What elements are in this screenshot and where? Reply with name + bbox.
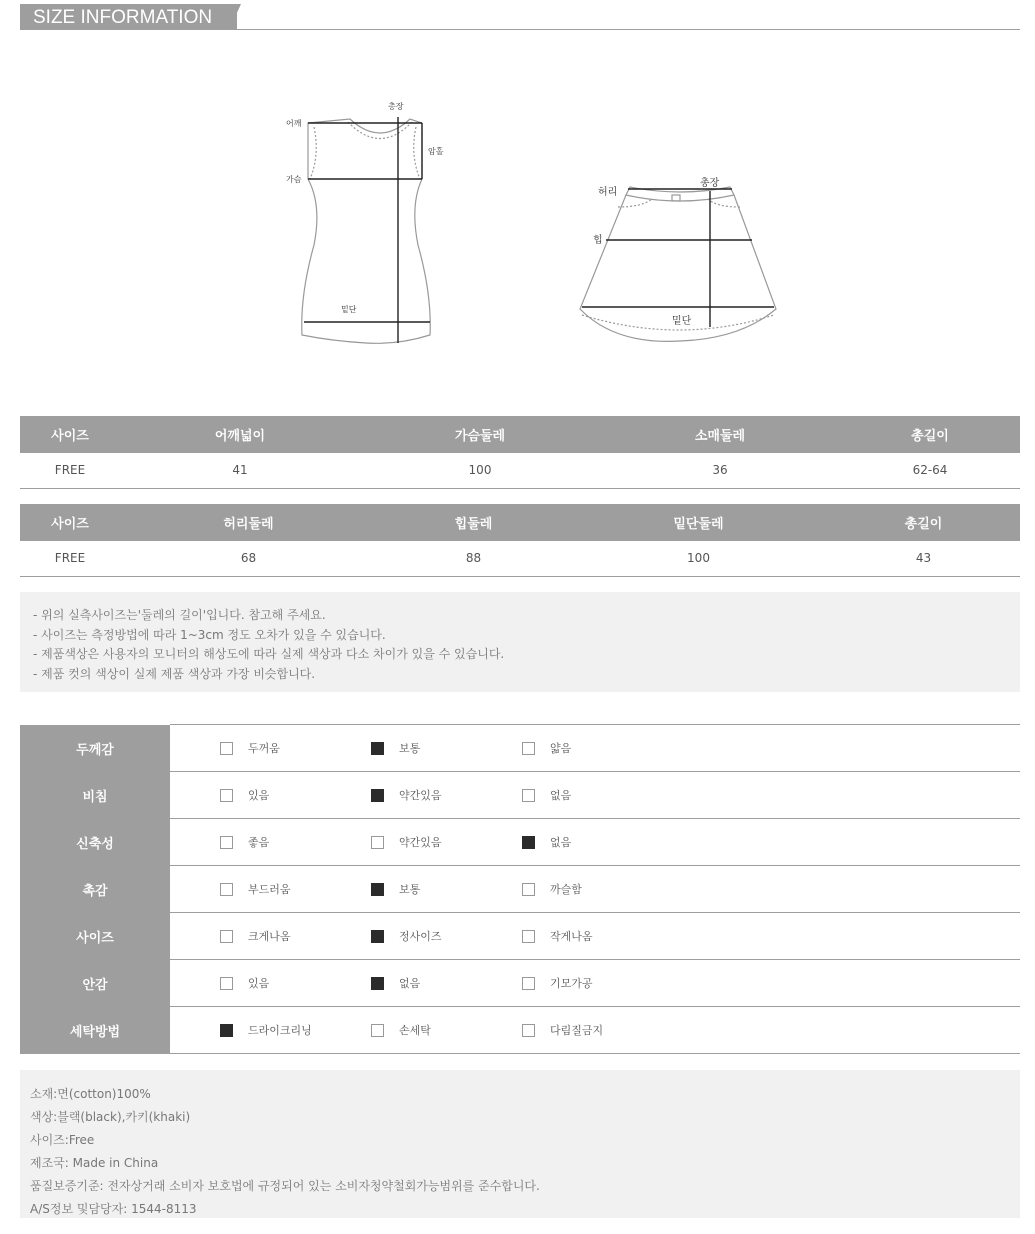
info-size: 사이즈:Free xyxy=(30,1133,95,1147)
unchecked-box-icon xyxy=(522,789,535,802)
property-options xyxy=(170,960,1020,1007)
top-label-hem: 밑단 xyxy=(341,305,357,314)
property-option-label: 보통 xyxy=(399,742,421,755)
property-row xyxy=(20,960,1020,1007)
size-value-cell: FREE xyxy=(20,453,120,488)
info-origin: 제조국: Made in China xyxy=(30,1156,159,1170)
property-option-label: 부드러움 xyxy=(248,883,291,896)
top-measure-lines xyxy=(304,117,430,343)
property-option-label: 손세탁 xyxy=(399,1024,431,1037)
size-value-cell: 100 xyxy=(360,453,600,488)
unchecked-box-icon xyxy=(522,1024,535,1037)
checked-box-icon xyxy=(220,1024,233,1037)
skirt-measure-lines xyxy=(582,189,774,327)
size-table-header-row xyxy=(20,416,1020,453)
size-value-cell: 88 xyxy=(377,541,570,576)
top-label-chest: 가슴 xyxy=(286,175,302,184)
property-options xyxy=(170,819,1020,866)
property-option xyxy=(220,1022,371,1038)
property-label: 세탁방법 xyxy=(20,1007,170,1054)
property-option-label: 까슬함 xyxy=(550,883,582,896)
property-row xyxy=(20,772,1020,819)
section-title: SIZE INFORMATION xyxy=(20,4,237,30)
size-header-cell: 밑단둘레 xyxy=(570,504,827,541)
property-option-label: 없음 xyxy=(550,836,572,849)
size-header-cell: 힙둘레 xyxy=(377,504,570,541)
size-header-cell: 가슴둘레 xyxy=(360,416,600,453)
top-garment-illustration xyxy=(302,119,431,343)
property-option-label: 크게나옴 xyxy=(248,930,291,943)
property-option xyxy=(371,1022,522,1038)
checked-box-icon xyxy=(522,836,535,849)
size-value-cell: 62-64 xyxy=(840,453,1020,488)
checked-box-icon xyxy=(371,742,384,755)
property-option xyxy=(220,834,371,850)
property-option-label: 약간있음 xyxy=(399,836,442,849)
property-option xyxy=(220,787,371,803)
size-header-cell: 사이즈 xyxy=(20,416,120,453)
product-info xyxy=(20,1070,1020,1218)
property-options xyxy=(170,913,1020,960)
property-row xyxy=(20,866,1020,913)
property-options xyxy=(170,772,1020,819)
unchecked-box-icon xyxy=(220,836,233,849)
property-option-label: 좋음 xyxy=(248,836,270,849)
size-value-cell: FREE xyxy=(20,541,120,576)
unchecked-box-icon xyxy=(220,977,233,990)
skirt-label-waist: 허리 xyxy=(598,187,618,198)
size-table-bottom xyxy=(20,504,1020,577)
property-options xyxy=(170,725,1020,772)
table-row xyxy=(20,453,1020,488)
skirt-label-hip: 힙 xyxy=(593,235,603,246)
property-option-label: 기모가공 xyxy=(550,977,593,990)
size-value-cell: 68 xyxy=(120,541,377,576)
size-header-cell: 총길이 xyxy=(827,504,1020,541)
unchecked-box-icon xyxy=(220,883,233,896)
size-header-cell: 소매둘레 xyxy=(600,416,840,453)
property-row xyxy=(20,913,1020,960)
size-header-cell: 총길이 xyxy=(840,416,1020,453)
section-header xyxy=(20,4,1020,30)
property-option-label: 정사이즈 xyxy=(399,930,442,943)
property-option xyxy=(522,881,673,897)
property-label: 비침 xyxy=(20,772,170,819)
unchecked-box-icon xyxy=(522,977,535,990)
unchecked-box-icon xyxy=(220,742,233,755)
skirt-label-length: 총장 xyxy=(700,178,720,189)
property-option-label: 없음 xyxy=(399,977,421,990)
property-option-label: 있음 xyxy=(248,977,270,990)
section-title-slant xyxy=(229,4,241,30)
size-header-cell: 허리둘레 xyxy=(120,504,377,541)
property-option xyxy=(220,928,371,944)
property-option xyxy=(220,975,371,991)
unchecked-box-icon xyxy=(220,930,233,943)
property-options xyxy=(170,1007,1020,1054)
size-header-cell: 사이즈 xyxy=(20,504,120,541)
table-row xyxy=(20,541,1020,576)
size-value-cell: 43 xyxy=(827,541,1020,576)
info-as-contact: A/S정보 및담당자: 1544-8113 xyxy=(30,1202,197,1216)
property-row xyxy=(20,819,1020,866)
info-material: 소재:면(cotton)100% xyxy=(30,1087,151,1101)
note-line: - 위의 실측사이즈는'둘레의 길이'입니다. 참고해 주세요. xyxy=(33,608,326,622)
fabric-properties-table xyxy=(20,724,1020,1054)
property-option xyxy=(522,834,673,850)
property-label: 촉감 xyxy=(20,866,170,913)
property-option xyxy=(522,740,673,756)
property-option xyxy=(522,928,673,944)
property-label: 안감 xyxy=(20,960,170,1007)
top-label-armhole: 암홀 xyxy=(428,147,444,156)
property-option-label: 작게나옴 xyxy=(550,930,593,943)
size-table-top xyxy=(20,416,1020,489)
unchecked-box-icon xyxy=(220,789,233,802)
top-label-shoulder: 어깨 xyxy=(286,119,302,128)
unchecked-box-icon xyxy=(371,836,384,849)
info-color: 색상:블랙(black),카키(khaki) xyxy=(30,1110,191,1124)
size-table-header-row xyxy=(20,504,1020,541)
size-value-cell: 36 xyxy=(600,453,840,488)
property-option xyxy=(220,881,371,897)
section-rule xyxy=(20,29,1020,30)
property-option-label: 드라이크리닝 xyxy=(248,1024,312,1037)
property-option xyxy=(371,881,522,897)
note-line: - 제품색상은 사용자의 모니터의 해상도에 따라 실제 색상과 다소 차이가 있을 수 있습니다. xyxy=(33,647,505,661)
size-value-cell: 100 xyxy=(570,541,827,576)
note-line: - 제품 컷의 색상이 실제 제품 색상과 가장 비슷합니다. xyxy=(33,666,316,681)
property-row xyxy=(20,725,1020,772)
property-option-label: 없음 xyxy=(550,789,572,802)
property-label: 두께감 xyxy=(20,725,170,772)
property-option-label: 다림질금지 xyxy=(550,1024,604,1037)
size-diagram-svg xyxy=(270,95,790,355)
checked-box-icon xyxy=(371,883,384,896)
property-label: 사이즈 xyxy=(20,913,170,960)
checked-box-icon xyxy=(371,789,384,802)
property-option xyxy=(371,834,522,850)
note-line: - 사이즈는 측정방법에 따라 1~3cm 정도 오차가 있을 수 있습니다. xyxy=(33,627,386,642)
top-label-length: 총장 xyxy=(388,102,404,111)
property-row xyxy=(20,1007,1020,1054)
size-notes xyxy=(20,592,1020,692)
property-option xyxy=(371,928,522,944)
property-option xyxy=(220,740,371,756)
unchecked-box-icon xyxy=(522,883,535,896)
property-option-label: 약간있음 xyxy=(399,789,442,802)
property-option xyxy=(371,787,522,803)
size-header-cell: 어깨넓이 xyxy=(120,416,360,453)
info-quality: 품질보증기준: 전자상거래 소비자 보호법에 규정되어 있는 소비자청약철회가능범위를 준수합니다. xyxy=(30,1179,540,1193)
property-option-label: 보통 xyxy=(399,883,421,896)
unchecked-box-icon xyxy=(522,742,535,755)
checked-box-icon xyxy=(371,930,384,943)
property-option xyxy=(371,975,522,991)
property-option xyxy=(522,787,673,803)
size-value-cell: 41 xyxy=(120,453,360,488)
checked-box-icon xyxy=(371,977,384,990)
skirt-label-hem: 밑단 xyxy=(672,316,692,327)
property-option xyxy=(522,975,673,991)
property-option xyxy=(371,740,522,756)
unchecked-box-icon xyxy=(522,930,535,943)
property-option-label: 두꺼움 xyxy=(248,742,280,755)
size-diagram xyxy=(270,95,790,355)
property-option-label: 있음 xyxy=(248,789,270,802)
unchecked-box-icon xyxy=(371,1024,384,1037)
property-option xyxy=(522,1022,673,1038)
property-label: 신축성 xyxy=(20,819,170,866)
property-options xyxy=(170,866,1020,913)
property-option-label: 얇음 xyxy=(550,742,572,755)
